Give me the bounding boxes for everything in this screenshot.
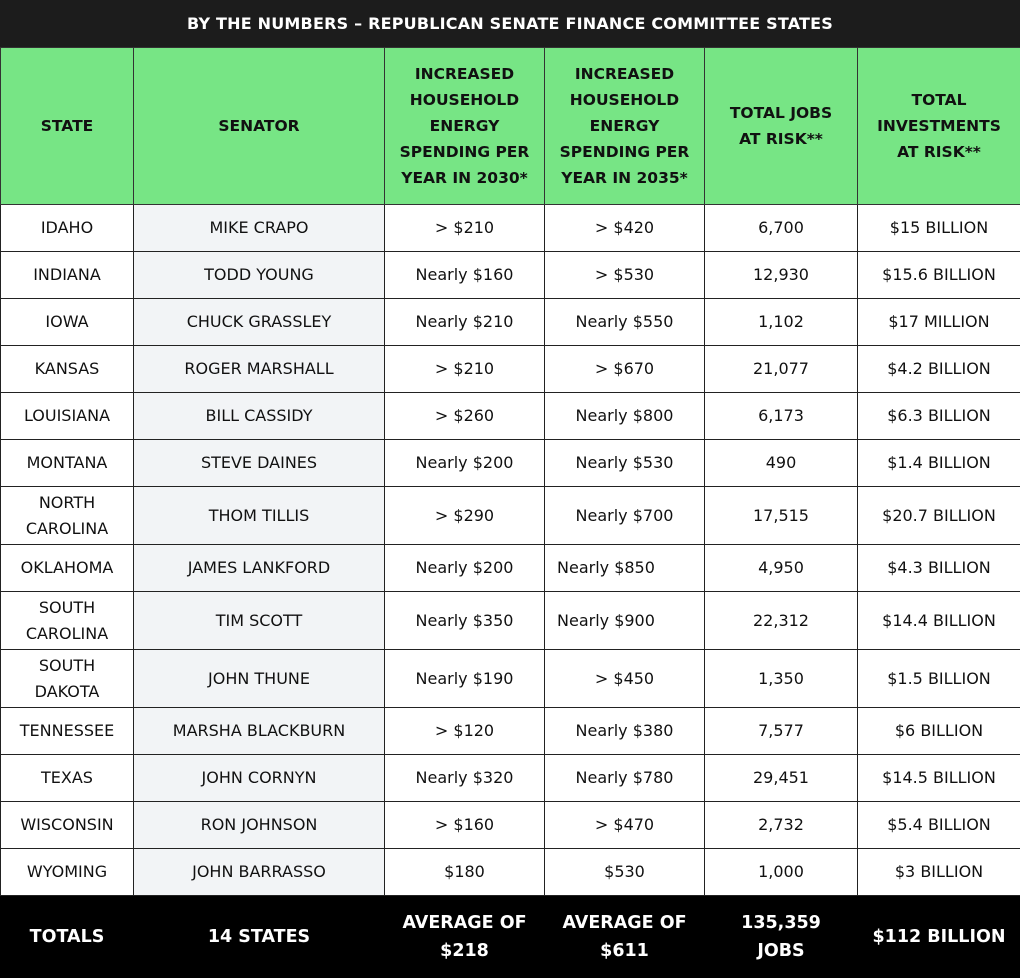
spending-2035-cell: Nearly $780 bbox=[545, 755, 705, 802]
state-cell bbox=[1, 755, 134, 802]
totals-jobs bbox=[705, 896, 858, 978]
header-spending-2035 bbox=[545, 48, 705, 205]
totals-row bbox=[1, 896, 1020, 978]
senator-cell: MARSHA BLACKBURN bbox=[134, 708, 385, 755]
jobs-cell: 1,102 bbox=[705, 299, 858, 346]
table-row-wisconsin bbox=[1, 802, 1020, 849]
senator-cell: BILL CASSIDY bbox=[134, 393, 385, 440]
spending-2030-cell: Nearly $160 bbox=[385, 252, 545, 299]
spending-2035-cell: Nearly $800 bbox=[545, 393, 705, 440]
totals-jobs-unit: JOBS bbox=[757, 940, 805, 961]
jobs-cell: 12,930 bbox=[705, 252, 858, 299]
investments-cell: $4.2 BILLION bbox=[858, 346, 1020, 393]
senator-cell: THOM TILLIS bbox=[134, 487, 385, 545]
jobs-cell: 7,577 bbox=[705, 708, 858, 755]
investments-cell: $4.3 BILLION bbox=[858, 545, 1020, 592]
table-title: BY THE NUMBERS – REPUBLICAN SENATE FINANCE COMMITTEE STATES bbox=[0, 0, 1020, 47]
jobs-cell: 17,515 bbox=[705, 487, 858, 545]
senator-cell: ROGER MARSHALL bbox=[134, 346, 385, 393]
state-cell bbox=[1, 440, 134, 487]
spending-2030-cell: Nearly $350 bbox=[385, 592, 545, 650]
senator-cell: TODD YOUNG bbox=[134, 252, 385, 299]
senator-cell: JAMES LANKFORD bbox=[134, 545, 385, 592]
totals-avg-2035-line: AVERAGE OF bbox=[562, 912, 687, 933]
table-row-south-carolina bbox=[1, 592, 1020, 650]
spending-2035-cell: Nearly $530 bbox=[545, 440, 705, 487]
state-name-line2: CAROLINA bbox=[25, 518, 109, 538]
header-jobs-line: TOTAL JOBS bbox=[729, 104, 833, 122]
spending-2030-cell: $180 bbox=[385, 849, 545, 896]
senator-cell: STEVE DAINES bbox=[134, 440, 385, 487]
jobs-cell: 490 bbox=[705, 440, 858, 487]
header-jobs-at-risk bbox=[705, 48, 858, 205]
spending-2035-cell: $530 bbox=[545, 849, 705, 896]
investments-cell: $14.4 BILLION bbox=[858, 592, 1020, 650]
jobs-cell: 6,173 bbox=[705, 393, 858, 440]
state-cell bbox=[1, 205, 134, 252]
header-spending-2035-line: YEAR IN 2035* bbox=[561, 169, 688, 187]
state-name: MONTANA bbox=[26, 453, 108, 472]
table-row-idaho bbox=[1, 205, 1020, 252]
totals-label: TOTALS bbox=[1, 896, 134, 978]
state-name: IOWA bbox=[45, 312, 89, 331]
state-name: WYOMING bbox=[26, 862, 108, 881]
spending-2030-cell: Nearly $190 bbox=[385, 650, 545, 708]
spending-2030-cell: Nearly $200 bbox=[385, 440, 545, 487]
investments-cell: $20.7 BILLION bbox=[858, 487, 1020, 545]
investments-cell: $15.6 BILLION bbox=[858, 252, 1020, 299]
table-row-kansas bbox=[1, 346, 1020, 393]
senator-cell: JOHN THUNE bbox=[134, 650, 385, 708]
state-cell bbox=[1, 393, 134, 440]
state-cell bbox=[1, 545, 134, 592]
state-cell bbox=[1, 252, 134, 299]
header-investments-at-risk bbox=[858, 48, 1020, 205]
senator-cell: CHUCK GRASSLEY bbox=[134, 299, 385, 346]
state-name-line2: CAROLINA bbox=[25, 623, 109, 643]
header-row bbox=[1, 48, 1020, 205]
header-state-label: STATE bbox=[40, 117, 94, 135]
header-senator-label: SENATOR bbox=[218, 117, 300, 135]
totals-states: 14 STATES bbox=[134, 896, 385, 978]
totals-avg-2030-value: $218 bbox=[440, 940, 489, 961]
totals-avg-2035 bbox=[545, 896, 705, 978]
investments-cell: $5.4 BILLION bbox=[858, 802, 1020, 849]
state-name: WISCONSIN bbox=[20, 815, 114, 834]
spending-2030-cell: > $260 bbox=[385, 393, 545, 440]
totals-avg-2030 bbox=[385, 896, 545, 978]
spending-2035-cell: > $420 bbox=[545, 205, 705, 252]
table-row-wyoming bbox=[1, 849, 1020, 896]
spending-2035-cell: Nearly $850 bbox=[545, 545, 705, 592]
state-cell bbox=[1, 708, 134, 755]
spending-2030-cell: Nearly $210 bbox=[385, 299, 545, 346]
spending-2030-cell: > $160 bbox=[385, 802, 545, 849]
table-row-south-dakota bbox=[1, 650, 1020, 708]
state-name: TENNESSEE bbox=[19, 721, 115, 740]
state-name-line2: DAKOTA bbox=[34, 681, 100, 701]
spending-2030-cell: > $120 bbox=[385, 708, 545, 755]
spending-2030-cell: > $210 bbox=[385, 346, 545, 393]
state-name: NORTH bbox=[38, 492, 96, 512]
state-cell bbox=[1, 802, 134, 849]
investments-cell: $6.3 BILLION bbox=[858, 393, 1020, 440]
table-row-texas bbox=[1, 755, 1020, 802]
state-cell bbox=[1, 592, 134, 650]
spending-2035-cell: > $670 bbox=[545, 346, 705, 393]
state-name: LOUISIANA bbox=[23, 406, 111, 425]
senate-finance-table bbox=[0, 47, 1020, 978]
spending-2035-cell: > $450 bbox=[545, 650, 705, 708]
jobs-cell: 4,950 bbox=[705, 545, 858, 592]
header-spending-2035-line: ENERGY bbox=[589, 117, 660, 135]
investments-cell: $17 MILLION bbox=[858, 299, 1020, 346]
spending-2035-cell: > $470 bbox=[545, 802, 705, 849]
table-row-indiana bbox=[1, 252, 1020, 299]
totals-investments: $112 BILLION bbox=[858, 896, 1020, 978]
header-investments-line: AT RISK** bbox=[897, 143, 981, 161]
spending-2035-cell: Nearly $900 bbox=[545, 592, 705, 650]
state-name: IDAHO bbox=[40, 218, 94, 237]
jobs-cell: 21,077 bbox=[705, 346, 858, 393]
jobs-cell: 22,312 bbox=[705, 592, 858, 650]
header-investments-line: INVESTMENTS bbox=[877, 117, 1001, 135]
jobs-cell: 2,732 bbox=[705, 802, 858, 849]
senator-cell: TIM SCOTT bbox=[134, 592, 385, 650]
senator-cell: JOHN BARRASSO bbox=[134, 849, 385, 896]
header-spending-2030-line: SPENDING PER bbox=[399, 143, 530, 161]
state-name: INDIANA bbox=[33, 265, 101, 284]
jobs-cell: 1,350 bbox=[705, 650, 858, 708]
spending-2030-cell: > $290 bbox=[385, 487, 545, 545]
investments-cell: $1.5 BILLION bbox=[858, 650, 1020, 708]
state-cell bbox=[1, 650, 134, 708]
totals-avg-2030-line: AVERAGE OF bbox=[402, 912, 527, 933]
header-investments-line: TOTAL bbox=[911, 91, 967, 109]
spending-2030-cell: > $210 bbox=[385, 205, 545, 252]
table-row-louisiana bbox=[1, 393, 1020, 440]
header-spending-2030-line: INCREASED bbox=[414, 65, 515, 83]
totals-jobs-value: 135,359 bbox=[741, 912, 821, 933]
senator-cell: RON JOHNSON bbox=[134, 802, 385, 849]
state-name: SOUTH bbox=[38, 597, 96, 617]
state-name: OKLAHOMA bbox=[20, 558, 114, 577]
table-row-iowa bbox=[1, 299, 1020, 346]
jobs-cell: 1,000 bbox=[705, 849, 858, 896]
header-state bbox=[1, 48, 134, 205]
state-name: TEXAS bbox=[41, 768, 93, 787]
state-cell bbox=[1, 299, 134, 346]
state-name: SOUTH bbox=[38, 655, 96, 675]
header-senator bbox=[134, 48, 385, 205]
table-row-montana bbox=[1, 440, 1020, 487]
investments-cell: $14.5 BILLION bbox=[858, 755, 1020, 802]
header-spending-2035-line: SPENDING PER bbox=[559, 143, 690, 161]
header-jobs-line: AT RISK** bbox=[739, 130, 823, 148]
header-spending-2035-line: INCREASED bbox=[574, 65, 675, 83]
investments-cell: $15 BILLION bbox=[858, 205, 1020, 252]
investments-cell: $3 BILLION bbox=[858, 849, 1020, 896]
header-spending-2035-line: HOUSEHOLD bbox=[569, 91, 680, 109]
table-row-tennessee bbox=[1, 708, 1020, 755]
spending-2035-cell: > $530 bbox=[545, 252, 705, 299]
state-cell bbox=[1, 346, 134, 393]
jobs-cell: 6,700 bbox=[705, 205, 858, 252]
jobs-cell: 29,451 bbox=[705, 755, 858, 802]
state-name: KANSAS bbox=[34, 359, 100, 378]
spending-2030-cell: Nearly $200 bbox=[385, 545, 545, 592]
spending-2035-cell: Nearly $700 bbox=[545, 487, 705, 545]
totals-avg-2035-value: $611 bbox=[600, 940, 649, 961]
state-cell bbox=[1, 849, 134, 896]
investments-cell: $6 BILLION bbox=[858, 708, 1020, 755]
header-spending-2030 bbox=[385, 48, 545, 205]
spending-2035-cell: Nearly $550 bbox=[545, 299, 705, 346]
state-cell bbox=[1, 487, 134, 545]
spending-2030-cell: Nearly $320 bbox=[385, 755, 545, 802]
header-spending-2030-line: ENERGY bbox=[429, 117, 500, 135]
investments-cell: $1.4 BILLION bbox=[858, 440, 1020, 487]
table-row-north-carolina bbox=[1, 487, 1020, 545]
table-row-oklahoma bbox=[1, 545, 1020, 592]
header-spending-2030-line: HOUSEHOLD bbox=[409, 91, 520, 109]
senator-cell: MIKE CRAPO bbox=[134, 205, 385, 252]
header-spending-2030-line: YEAR IN 2030* bbox=[401, 169, 528, 187]
spending-2035-cell: Nearly $380 bbox=[545, 708, 705, 755]
senator-cell: JOHN CORNYN bbox=[134, 755, 385, 802]
